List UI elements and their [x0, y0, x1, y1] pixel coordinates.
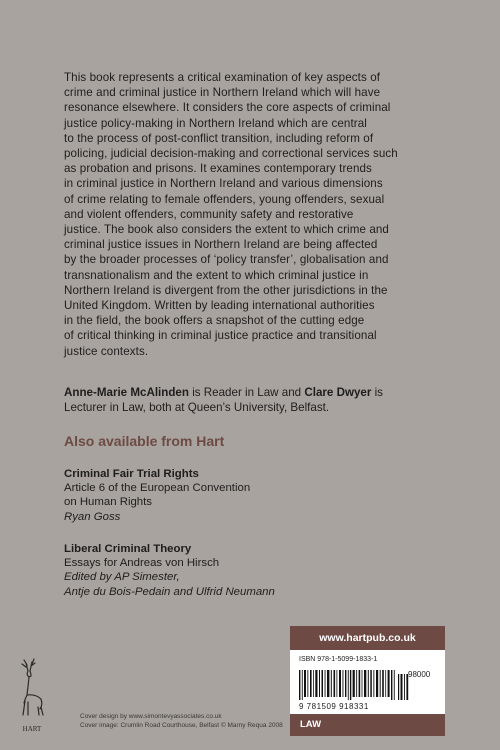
author-name: Anne-Marie McAlinden [64, 386, 189, 399]
book-subtitle: on Human Rights [64, 496, 153, 509]
author-role: is [371, 386, 383, 399]
book-subtitle: Essays for Andreas von Hirsch [64, 557, 220, 570]
blurb-line: Northern Ireland is divergent from the other jurisdictions in the [64, 283, 388, 297]
blurb-line: crime and criminal justice in Northern Ireland which will have [64, 86, 381, 100]
blurb-line: in the field, the book offers a snapshot of the cutting edge [64, 314, 365, 328]
author-bio-line-1 [64, 385, 454, 400]
category-label: LAW [290, 714, 445, 736]
book-author: Edited by AP Simester, [64, 571, 180, 584]
blurb-line: of critical thinking in criminal justice practice and transitional [64, 329, 377, 343]
blurb-line: to the process of post-conflict transition, including reform of [64, 131, 374, 145]
blurb-line: as probation and prisons. It examines contemporary trends [64, 162, 372, 176]
blurb-line: transnationalism and the extent to which criminal justice in [64, 268, 369, 282]
blurb-line: by the broader processes of ‘policy transfer’, globalisation and [64, 253, 389, 267]
cover-credits [80, 712, 283, 730]
isbn-label: ISBN 978-1-5099-1833-1 [299, 656, 378, 663]
author-role: is Reader in Law and [188, 386, 305, 399]
blurb-line: criminal justice issues in Northern Ireland are being affected [64, 238, 378, 252]
blurb-line: in criminal justice in Northern Ireland and various dimensions [64, 177, 383, 191]
related-book [64, 467, 394, 524]
also-available-heading: Also available from Hart [64, 433, 225, 449]
blurb-line: and violent offenders, community safety and restorative [64, 207, 354, 221]
blurb [64, 70, 444, 359]
credit-line: Cover image: Crumlin Road Courthouse, Belfast © Marny Requa 2008 [80, 722, 283, 729]
blurb-line: United Kingdom. Written by leading international authorities [64, 299, 375, 313]
blurb-line: policing, judicial decision-making and correctional services such [64, 147, 398, 161]
isbn-panel [290, 626, 445, 736]
blurb-line: resonance elsewhere. It considers the core aspects of criminal [64, 101, 391, 115]
book-title: Liberal Criminal Theory [64, 543, 192, 555]
hart-stag-logo-icon [14, 657, 50, 737]
related-book [64, 542, 394, 599]
publisher-url[interactable]: www.hartpub.co.uk [290, 626, 445, 650]
author-bio [64, 385, 454, 415]
author-name: Clare Dwyer [304, 386, 372, 399]
book-author: Antje du Bois-Pedain and Ulfrid Neumann [64, 585, 275, 598]
book-author: Ryan Goss [64, 510, 121, 523]
barcode-digits: 9 781509 918331 [299, 702, 369, 711]
blurb-line: justice policy-making in Northern Ireland which are central [64, 116, 367, 130]
blurb-line: of crime relating to female offenders, young offenders, sexual [64, 192, 385, 206]
blurb-line: justice contexts. [64, 344, 149, 358]
book-subtitle: Article 6 of the European Convention [64, 482, 251, 495]
book-title: Criminal Fair Trial Rights [64, 468, 199, 480]
credit-line: Cover design by www.simontevyassociates.co.uk [80, 713, 222, 720]
blurb-line: This book represents a critical examination of key aspects of [64, 71, 381, 84]
logo-text: HART [22, 725, 42, 733]
barcode-icon [299, 670, 409, 700]
author-bio-line-2: Lecturer in Law, both at Queen’s University, Belfast. [64, 401, 330, 415]
blurb-line: justice. The book also considers the extent to which crime and [64, 223, 389, 237]
barcode-addon: 98000 [408, 670, 431, 679]
